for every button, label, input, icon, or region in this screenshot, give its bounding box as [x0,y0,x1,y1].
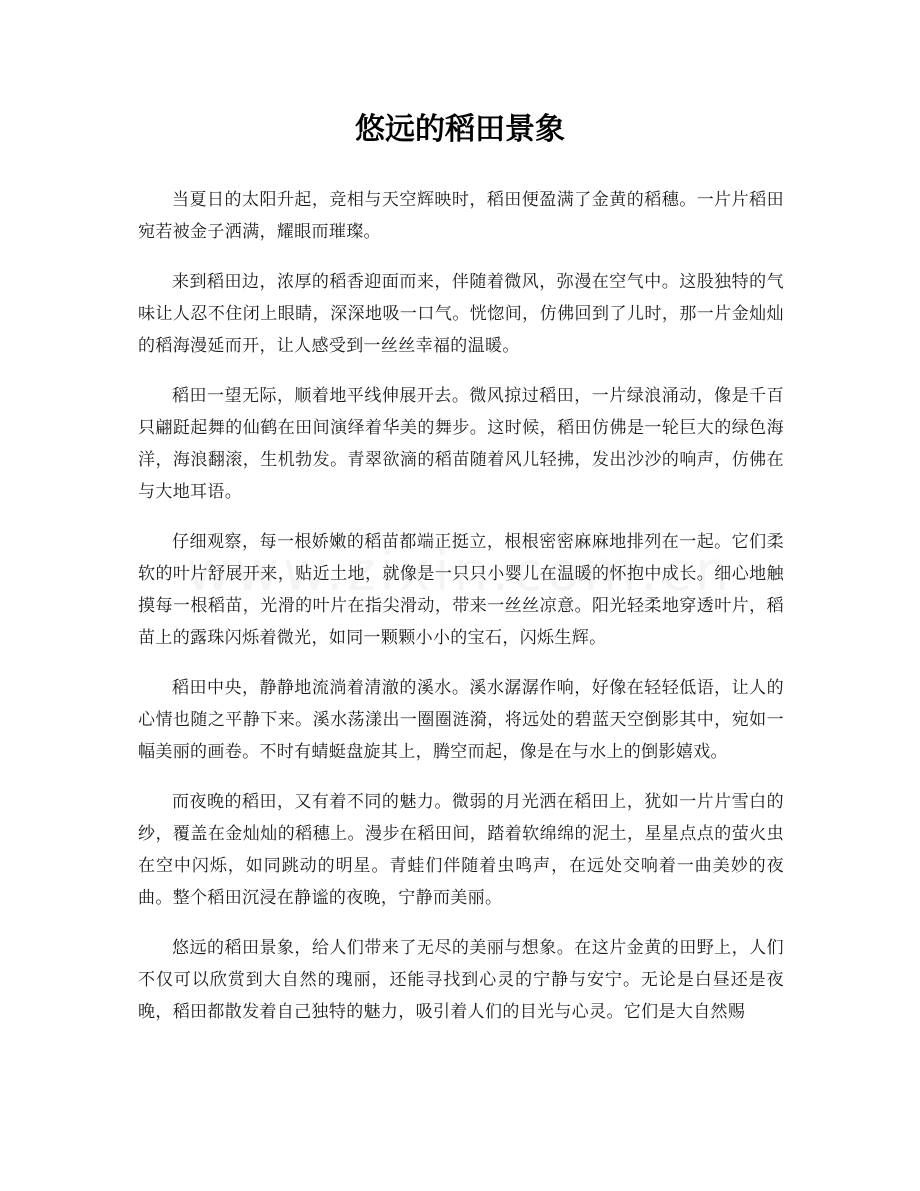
paragraph-7: 悠远的稻田景象，给人们带来了无尽的美丽与想象。在这片金黄的田野上，人们不仅可以欣赏到大自然的瑰丽，还能寻找到心灵的宁静与安宁。无论是白昼还是夜晚，稻田都散发着自己独特的魅力，吸引着人们的目光与心灵。它们是大自然赐 [138,938,784,1022]
paragraph-3: 稻田一望无际，顺着地平线伸展开去。微风掠过稻田，一片绿浪涌动，像是千百只翩跹起舞的仙鹤在田间演绎着华美的舞步。这时候，稻田仿佛是一轮巨大的绿色海洋，海浪翻滚，生机勃发。青翠欲滴的稻苗随着风儿轻拂，发出沙沙的响声，仿佛在与大地耳语。 [138,386,784,502]
paragraph-5: 稻田中央，静静地流淌着清澈的溪水。溪水潺潺作响，好像在轻轻低语，让人的心情也随之平静下来。溪水荡漾出一圈圈涟漪，将远处的碧蓝天空倒影其中，宛如一幅美丽的画卷。不时有蜻蜓盘旋其上，腾空而起，像是在与水上的倒影嬉戏。 [138,678,784,762]
paragraph-2: 来到稻田边，浓厚的稻香迎面而来，伴随着微风，弥漫在空气中。这股独特的气味让人忍不住闭上眼睛，深深地吸一口气。恍惚间，仿佛回到了儿时，那一片金灿灿的稻海漫延而开，让人感受到一丝丝幸福的温暖。 [138,272,784,356]
paragraph-6: 而夜晚的稻田，又有着不同的魅力。微弱的月光洒在稻田上，犹如一片片雪白的纱，覆盖在金灿灿的稻穗上。漫步在稻田间，踏着软绵绵的泥土，星星点点的萤火虫在空中闪烁，如同跳动的明星。青蛙们伴随着虫鸣声，在远处交响着一曲美妙的夜曲。整个稻田沉浸在静谧的夜晚，宁静而美丽。 [138,792,784,908]
document-title: 悠远的稻田景象 [355,112,565,147]
paragraph-4: 仔细观察，每一根娇嫩的稻苗都端正挺立，根根密密麻麻地排列在一起。它们柔软的叶片舒展开来，贴近土地，就像是一只只小婴儿在温暖的怀抱中成长。细心地触摸每一根稻苗，光滑的叶片在指尖滑动，带来一丝丝凉意。阳光轻柔地穿透叶片，稻苗上的露珠闪烁着微光，如同一颗颗小小的宝石，闪烁生辉。 [138,532,784,648]
paragraph-1: 当夏日的太阳升起，竞相与天空辉映时，稻田便盈满了金黄的稻穗。一片片稻田宛若被金子洒满，耀眼而璀璨。 [138,190,784,242]
document-body [138,184,784,1046]
